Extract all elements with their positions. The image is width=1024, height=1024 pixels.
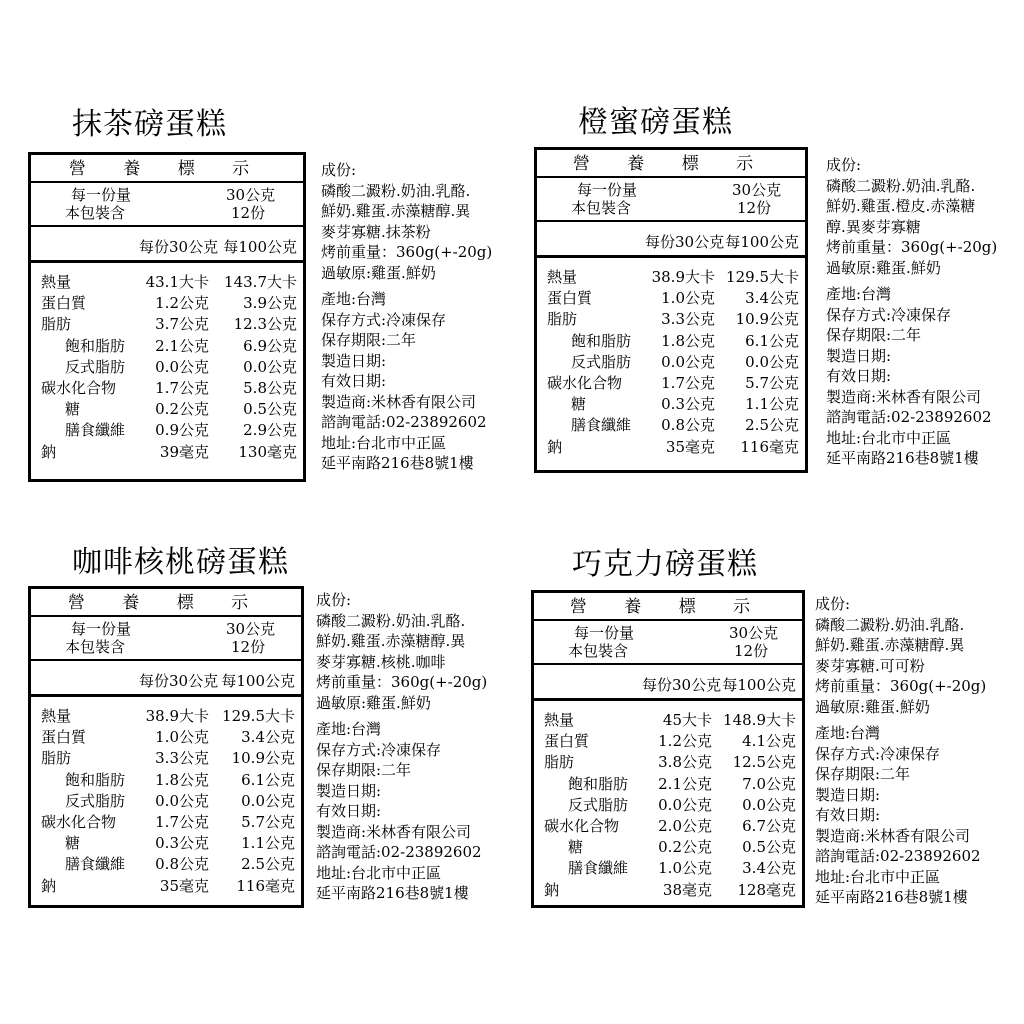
nutrient-row	[537, 414, 805, 435]
servings-label: 本包裝含	[568, 642, 629, 660]
column-headers	[31, 661, 301, 697]
info-line: 產地:台灣	[826, 285, 892, 303]
nutrient-per-100g: 128毫克	[737, 880, 796, 899]
nutrient-label: 熱量	[547, 268, 578, 286]
serving-size-label: 每一份量	[574, 624, 635, 642]
nutrient-per-serving: 0.0公克	[658, 795, 712, 814]
info-line: 產地:台灣	[321, 290, 387, 308]
nutrient-per-serving: 1.8公克	[661, 331, 715, 350]
column-per-serving: 每份30公克	[645, 233, 725, 251]
info-line: 製造商:米林香有限公司	[321, 392, 477, 411]
nutrient-label: 反式脂肪	[65, 791, 126, 810]
nutrient-row	[534, 794, 802, 815]
nutrient-per-serving: 2.1公克	[658, 774, 712, 793]
nutrient-label: 糖	[568, 838, 584, 857]
nutrient-row	[534, 815, 802, 836]
nutrient-per-100g: 10.9公克	[735, 310, 799, 329]
serving-info	[31, 617, 301, 661]
serving-info	[537, 178, 805, 222]
nutrient-row	[31, 377, 303, 398]
nutrient-row	[534, 879, 802, 900]
nutrient-per-100g: 0.5公克	[243, 400, 297, 419]
info-line: 磷酸二澱粉.奶油.乳酪.	[815, 615, 965, 634]
column-per-serving: 每份30公克	[642, 676, 722, 694]
ingredients-label: 成份:	[321, 161, 357, 179]
panel-header: 營 養 標 示	[534, 593, 802, 621]
nutrient-label: 碳水化合物	[41, 379, 117, 397]
product-title: 抹茶磅蛋糕	[72, 107, 227, 142]
info-line: 地址:台北市中正區	[826, 428, 952, 447]
info-line: 保存期限:二年	[321, 331, 417, 349]
info-line: 延平南路216巷8號1樓	[826, 449, 979, 467]
nutrient-row	[534, 836, 802, 857]
panel-header: 營 養 標 示	[537, 150, 805, 178]
nutrient-label: 反式脂肪	[568, 795, 629, 814]
nutrient-per-100g: 116毫克	[740, 437, 799, 456]
info-line: 製造商:米林香有限公司	[815, 826, 971, 845]
nutrient-row	[31, 292, 303, 313]
nutrient-row	[31, 419, 303, 440]
nutrient-row	[31, 441, 303, 462]
nutrient-row	[537, 393, 805, 414]
info-line: 鮮奶.雞蛋.赤藻糖醇.異	[321, 202, 471, 220]
nutrient-per-serving: 0.3公克	[661, 395, 715, 414]
info-line: 烤前重量：360g(+-20g)	[826, 238, 998, 256]
nutrient-label: 脂肪	[547, 310, 578, 329]
nutrient-label: 熱量	[544, 711, 575, 729]
nutrient-label: 脂肪	[41, 749, 72, 768]
product-title: 咖啡核桃磅蛋糕	[72, 545, 289, 580]
nutrient-per-serving: 3.3公克	[155, 749, 209, 768]
nutrient-per-serving: 38.9大卡	[651, 268, 715, 286]
nutrient-per-100g: 129.5大卡	[726, 268, 799, 286]
nutrient-per-100g: 3.4公克	[742, 859, 796, 878]
servings-value: 12份	[231, 638, 266, 656]
nutrition-panel	[28, 152, 306, 482]
nutrient-per-serving: 0.0公克	[661, 352, 715, 371]
nutrient-per-serving: 1.0公克	[155, 728, 209, 747]
info-line: 製造商:米林香有限公司	[826, 387, 982, 406]
nutrient-row	[31, 811, 301, 832]
nutrient-per-serving: 3.7公克	[155, 315, 209, 334]
nutrient-per-100g: 0.5公克	[742, 838, 796, 857]
serving-size-label: 每一份量	[577, 181, 638, 199]
nutrient-per-serving: 0.8公克	[155, 855, 209, 874]
nutrient-per-100g: 3.9公克	[243, 294, 297, 313]
info-line: 保存期限:二年	[815, 765, 911, 783]
nutrient-row	[31, 356, 303, 377]
servings-value: 12份	[737, 199, 772, 217]
nutrient-label: 膳食纖維	[65, 855, 126, 874]
nutrient-label: 膳食纖維	[571, 416, 632, 435]
nutrient-per-100g: 2.5公克	[241, 855, 295, 874]
serving-size-value: 30公克	[226, 620, 276, 638]
nutrient-label: 蛋白質	[547, 289, 593, 308]
nutrition-panel	[534, 147, 808, 473]
nutrient-row	[31, 398, 303, 419]
nutrient-row	[31, 875, 301, 896]
nutrient-row	[537, 266, 805, 287]
serving-size-value: 30公克	[226, 186, 276, 204]
info-line: 製造日期:	[321, 351, 387, 370]
nutrient-per-100g: 6.1公克	[241, 770, 295, 789]
info-line: 麥芽寡糖.抹茶粉	[321, 222, 431, 241]
nutrient-row	[534, 751, 802, 772]
serving-size-value: 30公克	[732, 181, 782, 199]
info-line: 過敏原:雞蛋.鮮奶	[321, 263, 436, 282]
nutrient-per-100g: 0.0公克	[742, 795, 796, 814]
info-line: 諮詢電話:02-23892602	[321, 413, 487, 431]
nutrient-per-serving: 0.3公克	[155, 834, 209, 853]
nutrient-per-100g: 143.7大卡	[224, 273, 297, 291]
info-line: 延平南路216巷8號1樓	[316, 884, 469, 902]
nutrient-label: 蛋白質	[41, 294, 87, 313]
nutrient-row	[537, 330, 805, 351]
info-line: 製造日期:	[316, 781, 382, 800]
nutrient-per-serving: 0.9公克	[155, 421, 209, 440]
product-title: 橙蜜磅蛋糕	[578, 105, 733, 140]
nutrient-label: 蛋白質	[41, 728, 87, 747]
nutrient-per-serving: 2.0公克	[658, 817, 712, 835]
nutrient-per-100g: 1.1公克	[241, 834, 295, 853]
info-line: 醇.異麥芽寡糖	[826, 217, 921, 236]
panel-header: 營 養 標 示	[31, 155, 303, 183]
nutrient-per-100g: 2.9公克	[243, 421, 297, 440]
product-info	[321, 160, 492, 474]
nutrient-per-100g: 6.9公克	[243, 336, 297, 355]
nutrient-row	[31, 747, 301, 768]
info-line: 磷酸二澱粉.奶油.乳酪.	[826, 176, 976, 195]
info-line: 有效日期:	[826, 367, 892, 385]
nutrient-row	[31, 790, 301, 811]
info-line: 地址:台北市中正區	[321, 433, 447, 452]
nutrient-per-serving: 0.2公克	[658, 838, 712, 857]
nutrient-per-serving: 39毫克	[159, 442, 209, 461]
nutrient-label: 碳水化合物	[544, 817, 620, 835]
nutrient-row	[534, 857, 802, 878]
nutrition-panel	[28, 586, 304, 908]
info-line: 地址:台北市中正區	[316, 863, 442, 882]
nutrient-label: 反式脂肪	[571, 352, 632, 371]
info-line: 烤前重量：360g(+-20g)	[316, 673, 488, 691]
nutrient-row	[534, 730, 802, 751]
nutrient-per-100g: 0.0公克	[243, 357, 297, 376]
nutrient-label: 糖	[65, 834, 81, 853]
info-line: 過敏原:雞蛋.鮮奶	[826, 258, 941, 277]
info-line: 諮詢電話:02-23892602	[815, 847, 981, 865]
serving-size-value: 30公克	[729, 624, 779, 642]
ingredients-label: 成份:	[316, 591, 352, 609]
nutrient-label: 糖	[571, 395, 587, 414]
info-line: 有效日期:	[321, 372, 387, 390]
nutrient-per-100g: 130毫克	[238, 442, 297, 461]
nutrient-label: 膳食纖維	[568, 859, 629, 878]
nutrient-per-100g: 3.4公克	[745, 289, 799, 308]
nutrient-per-serving: 0.0公克	[155, 791, 209, 810]
info-line: 保存方式:冷凍保存	[815, 744, 941, 763]
info-line: 產地:台灣	[316, 720, 382, 738]
nutrient-label: 反式脂肪	[65, 357, 126, 376]
nutrient-per-serving: 1.7公克	[661, 374, 715, 392]
nutrient-per-100g: 2.5公克	[745, 416, 799, 435]
nutrient-per-100g: 5.7公克	[241, 813, 295, 831]
info-line: 烤前重量：360g(+-20g)	[321, 243, 493, 261]
info-line: 保存期限:二年	[826, 326, 922, 344]
info-line: 麥芽寡糖.可可粉	[815, 656, 925, 675]
nutrient-row	[537, 308, 805, 329]
nutrient-label: 脂肪	[544, 753, 575, 772]
nutrient-per-100g: 7.0公克	[742, 774, 796, 793]
column-per-100g: 每100公克	[722, 676, 796, 694]
nutrient-per-100g: 148.9大卡	[723, 711, 796, 729]
servings-label: 本包裝含	[65, 204, 126, 222]
product-info	[826, 155, 997, 469]
nutrient-row	[31, 853, 301, 874]
column-per-serving: 每份30公克	[139, 672, 219, 690]
serving-size-label: 每一份量	[71, 620, 132, 638]
info-line: 磷酸二澱粉.奶油.乳酪.	[316, 611, 466, 630]
column-headers	[31, 227, 303, 263]
nutrient-label: 飽和脂肪	[568, 774, 629, 793]
info-line: 過敏原:雞蛋.鮮奶	[316, 693, 431, 712]
info-line: 諮詢電話:02-23892602	[316, 843, 482, 861]
panel-header: 營 養 標 示	[31, 589, 301, 617]
info-line: 製造日期:	[826, 346, 892, 365]
column-per-serving: 每份30公克	[139, 238, 219, 256]
servings-value: 12份	[231, 204, 266, 222]
nutrient-per-serving: 2.1公克	[155, 336, 209, 355]
info-line: 保存方式:冷凍保存	[316, 740, 442, 759]
nutrient-row	[534, 709, 802, 730]
nutrient-row	[31, 726, 301, 747]
info-line: 保存方式:冷凍保存	[321, 310, 447, 329]
nutrient-per-serving: 1.2公克	[658, 732, 712, 751]
nutrient-per-100g: 0.0公克	[241, 791, 295, 810]
serving-info	[534, 621, 802, 665]
column-headers	[534, 665, 802, 701]
nutrient-label: 碳水化合物	[547, 374, 623, 392]
info-line: 延平南路216巷8號1樓	[321, 454, 474, 472]
nutrient-label: 脂肪	[41, 315, 72, 334]
ingredients-label: 成份:	[815, 595, 851, 613]
nutrient-label: 蛋白質	[544, 732, 590, 751]
serving-info	[31, 183, 303, 227]
nutrient-per-100g: 6.1公克	[745, 331, 799, 350]
nutrient-per-serving: 0.2公克	[155, 400, 209, 419]
product-info	[815, 594, 986, 908]
info-line: 烤前重量：360g(+-20g)	[815, 677, 987, 695]
info-line: 產地:台灣	[815, 724, 881, 742]
nutrient-per-serving: 43.1大卡	[145, 273, 209, 291]
nutrient-per-100g: 0.0公克	[745, 352, 799, 371]
nutrient-per-100g: 3.4公克	[241, 728, 295, 747]
info-line: 延平南路216巷8號1樓	[815, 888, 968, 906]
info-line: 鮮奶.雞蛋.赤藻糖醇.異	[815, 636, 965, 654]
nutrient-row	[537, 351, 805, 372]
nutrient-per-100g: 5.7公克	[745, 374, 799, 392]
nutrient-row	[31, 335, 303, 356]
nutrient-label: 鈉	[41, 876, 57, 895]
info-line: 製造商:米林香有限公司	[316, 822, 472, 841]
info-line: 鮮奶.雞蛋.赤藻糖醇.異	[316, 632, 466, 650]
column-headers	[537, 222, 805, 258]
nutrient-label: 鈉	[544, 880, 560, 899]
nutrient-per-100g: 4.1公克	[742, 732, 796, 751]
nutrient-per-100g: 12.3公克	[233, 315, 297, 334]
nutrient-per-serving: 1.0公克	[658, 859, 712, 878]
ingredients-label: 成份:	[826, 156, 862, 174]
nutrient-per-serving: 1.8公克	[155, 770, 209, 789]
nutrition-panel	[531, 590, 805, 908]
nutrient-per-serving: 35毫克	[665, 437, 715, 456]
info-line: 麥芽寡糖.核桃.咖啡	[316, 652, 446, 671]
nutrient-row	[31, 313, 303, 334]
nutrient-per-100g: 116毫克	[236, 876, 295, 895]
servings-value: 12份	[734, 642, 769, 660]
nutrient-label: 鈉	[547, 437, 563, 456]
nutrient-row	[537, 287, 805, 308]
info-line: 製造日期:	[815, 785, 881, 804]
nutrient-row	[31, 705, 301, 726]
nutrient-per-100g: 1.1公克	[745, 395, 799, 414]
nutrient-per-serving: 1.7公克	[155, 813, 209, 831]
nutrient-per-serving: 3.3公克	[661, 310, 715, 329]
nutrient-label: 糖	[65, 400, 81, 419]
servings-label: 本包裝含	[571, 199, 632, 217]
nutrient-per-serving: 1.7公克	[155, 379, 209, 397]
info-line: 有效日期:	[316, 802, 382, 820]
nutrient-per-serving: 3.8公克	[658, 753, 712, 772]
nutrient-per-100g: 10.9公克	[231, 749, 295, 768]
nutrient-row	[31, 769, 301, 790]
nutrient-row	[534, 773, 802, 794]
nutrient-per-serving: 45大卡	[662, 711, 712, 729]
column-per-100g: 每100公克	[725, 233, 799, 251]
info-line: 諮詢電話:02-23892602	[826, 408, 992, 426]
column-per-100g: 每100公克	[223, 238, 297, 256]
nutrient-label: 飽和脂肪	[571, 331, 632, 350]
nutrient-label: 膳食纖維	[65, 421, 126, 440]
nutrient-per-serving: 38毫克	[662, 880, 712, 899]
info-line: 保存方式:冷凍保存	[826, 305, 952, 324]
nutrient-per-serving: 38.9大卡	[145, 707, 209, 725]
product-info	[316, 590, 487, 904]
info-line: 鮮奶.雞蛋.橙皮.赤藻糖	[826, 197, 976, 215]
nutrient-per-100g: 6.7公克	[742, 817, 796, 835]
nutrient-row	[31, 832, 301, 853]
info-line: 地址:台北市中正區	[815, 867, 941, 886]
nutrient-per-serving: 0.0公克	[155, 357, 209, 376]
nutrient-per-serving: 1.2公克	[155, 294, 209, 313]
nutrient-label: 熱量	[41, 273, 72, 291]
nutrient-row	[537, 372, 805, 393]
column-per-100g: 每100公克	[221, 672, 295, 690]
info-line: 過敏原:雞蛋.鮮奶	[815, 697, 930, 716]
product-title: 巧克力磅蛋糕	[572, 547, 758, 582]
info-line: 有效日期:	[815, 806, 881, 824]
nutrient-row	[31, 271, 303, 292]
nutrient-row	[537, 436, 805, 457]
servings-label: 本包裝含	[65, 638, 126, 656]
nutrient-label: 飽和脂肪	[65, 770, 126, 789]
nutrient-label: 碳水化合物	[41, 813, 117, 831]
nutrient-per-100g: 12.5公克	[732, 753, 796, 772]
nutrient-per-100g: 129.5大卡	[222, 707, 295, 725]
nutrient-label: 熱量	[41, 707, 72, 725]
nutrient-label: 飽和脂肪	[65, 336, 126, 355]
nutrient-per-serving: 1.0公克	[661, 289, 715, 308]
nutrient-label: 鈉	[41, 442, 57, 461]
serving-size-label: 每一份量	[71, 186, 132, 204]
info-line: 磷酸二澱粉.奶油.乳酪.	[321, 181, 471, 200]
info-line: 保存期限:二年	[316, 761, 412, 779]
nutrient-per-100g: 5.8公克	[243, 379, 297, 397]
nutrient-per-serving: 0.8公克	[661, 416, 715, 435]
nutrient-per-serving: 35毫克	[159, 876, 209, 895]
